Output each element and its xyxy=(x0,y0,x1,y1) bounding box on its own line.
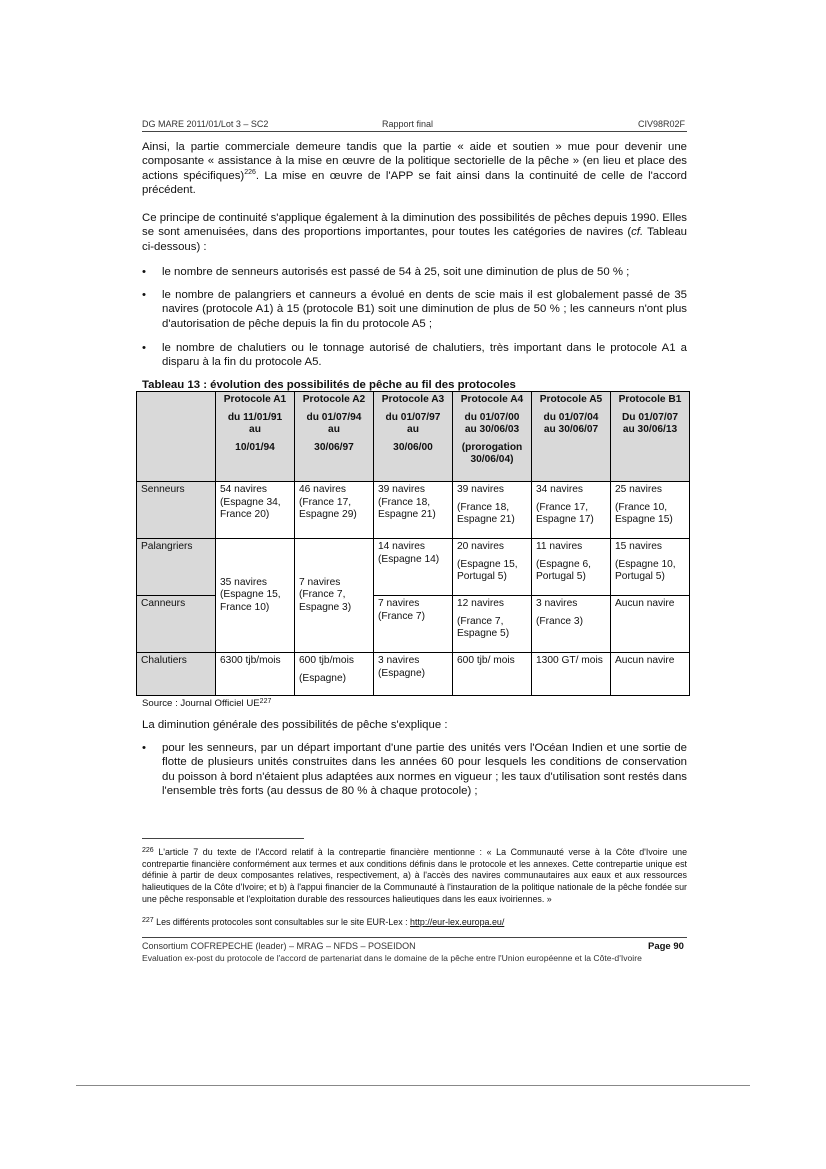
table-cell xyxy=(611,539,690,596)
cell-count: 12 navires xyxy=(457,598,505,609)
bullet-text: le nombre de senneurs autorisés est passé de 54 à 25, soit une diminution de plus de 50 % ; xyxy=(162,266,630,278)
protocol-date: 30/06/97 xyxy=(314,441,354,453)
cf-italic: cf. xyxy=(631,226,644,239)
protocol-date: au 30/06/07 xyxy=(543,424,599,436)
protocol-date: au xyxy=(407,424,419,436)
footnote-226 xyxy=(142,847,687,906)
table-row-senneurs xyxy=(137,482,690,539)
footnote-227 xyxy=(142,917,687,929)
table-cell xyxy=(374,482,453,539)
paragraph-1-text-b: . La mise en œuvre de l'APP se fait ainsi dans la continuité de celle de l'accord précédent. xyxy=(142,169,687,196)
table-cell xyxy=(374,653,453,696)
table-cell xyxy=(295,653,374,696)
protocol-date: au 30/06/13 xyxy=(622,424,678,436)
cell-count: 34 navires xyxy=(536,484,584,495)
protocol-date: Du 01/07/07 xyxy=(621,411,679,423)
protocol-date: au 30/06/03 xyxy=(464,424,520,436)
paragraph-1 xyxy=(142,140,687,197)
table-cell xyxy=(532,482,611,539)
protocol-date: du 01/07/04 xyxy=(543,411,599,423)
row-label: Palangriers xyxy=(137,539,216,596)
bullet-icon: • xyxy=(142,289,146,301)
cell-detail: (France 7, Espagne 3) xyxy=(299,589,352,613)
protocol-table xyxy=(136,391,690,696)
row-label: Canneurs xyxy=(137,596,216,653)
cell-count: 6300 tjb/mois xyxy=(220,655,281,666)
protocol-date: au xyxy=(328,424,340,436)
header-protocole-a2 xyxy=(295,392,374,482)
protocol-name: Protocole A5 xyxy=(539,394,603,405)
cell-detail: (France 3) xyxy=(536,615,583,627)
table-cell xyxy=(453,482,532,539)
header-center: Rapport final xyxy=(382,119,434,129)
bullet-text: le nombre de chalutiers ou le tonnage autorisé de chalutiers, très important dans le protocole A1 a disparu à la fin du protocole A5. xyxy=(162,342,687,369)
row-label: Senneurs xyxy=(137,482,216,539)
cell-detail: (Espagne 15, Portugal 5) xyxy=(457,558,518,583)
bullet-item-3 xyxy=(142,341,687,370)
protocol-name: Protocole B1 xyxy=(618,394,682,405)
protocol-date: 10/01/94 xyxy=(235,441,275,453)
cell-count: 20 navires xyxy=(457,541,505,552)
cell-count: 1300 GT/ mois xyxy=(536,655,603,666)
table-header-row xyxy=(137,392,690,482)
cell-detail: (Espagne 10, Portugal 5) xyxy=(615,558,676,583)
header-protocole-b1 xyxy=(611,392,690,482)
cell-detail: (France 17, Espagne 17) xyxy=(536,501,594,526)
cell-detail: (France 18, Espagne 21) xyxy=(457,501,515,526)
page-number: Page 90 xyxy=(648,941,684,952)
bullet-item-4 xyxy=(142,741,687,798)
table-cell xyxy=(611,482,690,539)
cell-detail: (Espagne 6, Portugal 5) xyxy=(536,558,591,583)
protocol-date: (prorogation 30/06/04) xyxy=(461,441,523,466)
bullet-icon: • xyxy=(142,742,146,754)
table-cell xyxy=(532,653,611,696)
table-cell xyxy=(374,596,453,653)
cell-count: 3 navires xyxy=(378,655,420,666)
footnote-ref-226[interactable]: 226 xyxy=(244,168,256,176)
footnote-ref-227[interactable]: 227 xyxy=(259,698,272,705)
cell-count: 600 tjb/mois xyxy=(299,655,354,666)
footnote-text: L'article 7 du texte de l'Accord relatif à la contrepartie financière mentionne : « La Communauté verse à la Côte d'Ivoire une contrepartie financière conformément aux termes et aux conditions définis dans le protocole et les annexes. Cette contrepartie unique est définie à partir de deux composantes relatives, respectivement, a) à l'accès des navires communautaires aux eaux et aux ressources halieutiques de la Côte d'Ivoire; et b) à l'appui financier de la Communauté à l'instauration de la politique nationale de la pêche fondée sur une pêche responsable et l'exploitation durable des ressources halieutiques dans les eaux ivoiriennes. » xyxy=(142,847,687,904)
bullet-icon: • xyxy=(142,266,146,278)
protocol-name: Protocole A4 xyxy=(460,394,524,405)
footnote-number: 226 xyxy=(142,847,154,854)
cell-detail: (France 18, Espagne 21) xyxy=(378,496,436,521)
row-label: Chalutiers xyxy=(137,653,216,696)
table-row-palangriers xyxy=(137,539,690,596)
footer-subtitle: Evaluation ex-post du protocole de l'accord de partenariat dans le domaine de la pêche entre l'Union européenne et la Côte-d'Ivoire xyxy=(142,953,642,963)
cell-count: 35 navires xyxy=(220,576,268,588)
table-cell xyxy=(611,653,690,696)
cell-count: 25 navires xyxy=(615,484,663,495)
cell-detail: (France 17, Espagne 29) xyxy=(299,496,357,521)
bullet-text: pour les senneurs, par un départ important d'une partie des unités vers l'Océan Indien et une sortie de flotte de plusieurs unités construites dans les années 60 pour lesquels les conditions de conservation du poisson à bord n'étaient plus adaptées aux normes en vigueur ; les taux d'utilisation sont restés dans l'ensemble très forts (au dessus de 80 % à chaque protocole) ; xyxy=(162,742,687,797)
paragraph-3: La diminution générale des possibilités de pêche s'explique : xyxy=(142,719,448,731)
table-cell-merged xyxy=(295,539,374,653)
cell-detail: (Espagne 14) xyxy=(378,553,440,565)
bullet-icon: • xyxy=(142,342,146,354)
table-cell xyxy=(453,653,532,696)
table-cell xyxy=(532,596,611,653)
protocol-date: du 01/07/94 xyxy=(306,411,362,423)
cell-count: 7 navires xyxy=(378,598,420,609)
cell-count: 11 navires xyxy=(536,541,583,552)
header-rule xyxy=(142,131,687,132)
table-cell xyxy=(295,482,374,539)
cell-count: 39 navires xyxy=(457,484,505,495)
paragraph-2-text-b: Tableau ci-dessous) : xyxy=(142,226,687,253)
table-caption: Tableau 13 : évolution des possibilités de pêche au fil des protocoles xyxy=(142,379,516,391)
table-cell xyxy=(216,653,295,696)
header-right: CIV98R02F xyxy=(638,119,686,129)
cell-count: Aucun navire xyxy=(615,598,675,609)
cell-detail: (Espagne 34, France 20) xyxy=(220,496,281,521)
cell-count: 46 navires xyxy=(299,484,347,495)
table-cell xyxy=(532,539,611,596)
cell-count: 3 navires xyxy=(536,598,578,609)
cell-detail: (Espagne 15, France 10) xyxy=(220,589,281,613)
table-corner-cell xyxy=(137,392,216,482)
protocol-date: 30/06/00 xyxy=(393,441,433,453)
paragraph-2-text-a: Ce principe de continuité s'applique également à la diminution des possibilités de pêches depuis 1990. Elles se sont amenuisées, dans des proportions importantes, pour toutes les catégories de navires ( xyxy=(142,212,687,239)
cell-count: 14 navires xyxy=(378,541,426,552)
source-text: Source : Journal Officiel UE xyxy=(142,698,260,709)
paragraph-2 xyxy=(142,211,687,254)
header-left: DG MARE 2011/01/Lot 3 – SC2 xyxy=(142,119,269,129)
cell-detail: (France 7, Espagne 5) xyxy=(457,615,510,640)
cell-count: Aucun navire xyxy=(615,655,675,666)
footnote-separator xyxy=(142,838,304,839)
viewer-page-separator xyxy=(76,1085,750,1086)
header-protocole-a1 xyxy=(216,392,295,482)
table-cell xyxy=(216,482,295,539)
protocol-name: Protocole A2 xyxy=(302,394,366,405)
table-cell xyxy=(453,596,532,653)
table-cell-merged xyxy=(216,539,295,653)
protocol-date: du 01/07/00 xyxy=(464,411,520,423)
header-protocole-a4 xyxy=(453,392,532,482)
cell-count: 39 navires xyxy=(378,484,426,495)
table-row-chalutiers xyxy=(137,653,690,696)
footer-consortium: Consortium COFREPECHE (leader) – MRAG – NFDS – POSEIDON xyxy=(142,941,416,951)
protocol-date: du 01/07/97 xyxy=(385,411,441,423)
protocol-date: du 11/01/91 xyxy=(227,411,283,423)
footnote-text: Les différents protocoles sont consultables sur le site EUR-Lex : xyxy=(156,917,411,927)
cell-count: 7 navires xyxy=(299,576,341,588)
header-protocole-a5 xyxy=(532,392,611,482)
bullet-item-2 xyxy=(142,288,687,331)
cell-detail: (Espagne) xyxy=(299,672,347,684)
header-protocole-a3 xyxy=(374,392,453,482)
cell-detail: (France 7) xyxy=(378,610,425,622)
cell-count: 54 navires xyxy=(220,484,268,495)
protocol-name: Protocole A1 xyxy=(223,394,287,405)
bullet-item-1 xyxy=(142,265,687,279)
cell-count: 15 navires xyxy=(615,541,663,552)
footer-rule xyxy=(142,937,687,938)
table-cell xyxy=(611,596,690,653)
table-source xyxy=(142,698,271,709)
footnote-number: 227 xyxy=(142,917,154,924)
protocol-date: au xyxy=(249,424,261,436)
table-cell xyxy=(374,539,453,596)
paragraph-1-text-a: Ainsi, la partie commerciale demeure tandis que la partie « aide et soutien » mue pour devenir une composante « assistance à la mise en œuvre de la politique sectorielle de la pêche » (en lieu et place des actions spécifiques) xyxy=(142,141,687,182)
protocol-name: Protocole A3 xyxy=(381,394,445,405)
cell-count: 600 tjb/ mois xyxy=(457,655,515,666)
table-cell xyxy=(453,539,532,596)
cell-detail: (France 10, Espagne 15) xyxy=(615,501,673,526)
cell-detail: (Espagne) xyxy=(378,667,426,679)
bullet-text: le nombre de palangriers et canneurs a évolué en dents de scie mais il est globalement passé de 35 navires (protocole A1) à 15 (protocole B1) soit une diminution de plus de 50 % ; les canneurs n'ont plus d'autorisation de pêche depuis la fin du protocole A5 ; xyxy=(162,289,687,330)
eur-lex-link[interactable]: http://eur-lex.europa.eu/ xyxy=(410,917,505,927)
